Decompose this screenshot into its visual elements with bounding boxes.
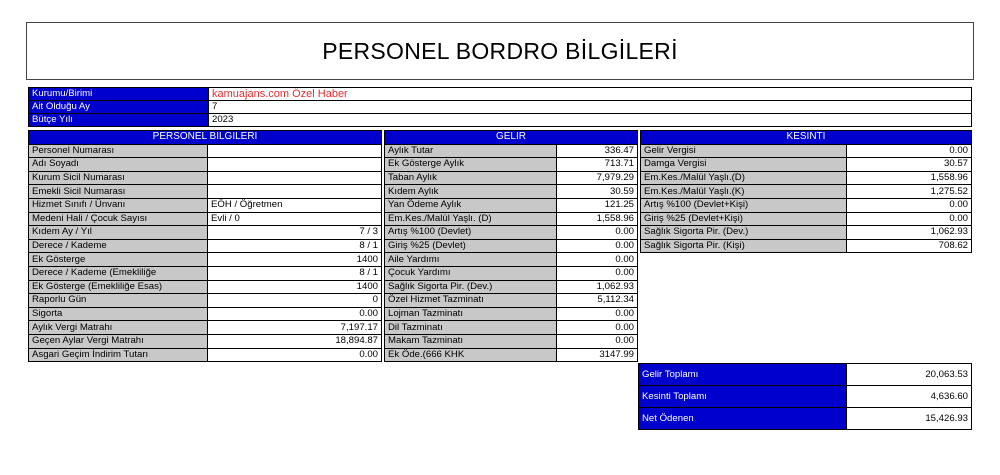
kesinti-row-value: 1,275.52 <box>847 185 972 199</box>
personel-row <box>29 280 382 294</box>
gelir-row-label: Ek Öde.(666 KHK <box>385 348 557 362</box>
personel-row-label: Personel Numarası <box>29 144 208 158</box>
personel-row <box>29 144 382 158</box>
totals-row-value: 15,426.93 <box>847 408 972 430</box>
personel-row-value <box>208 171 382 185</box>
gelir-row-value: 0.00 <box>557 226 638 240</box>
gelir-row-label: Em.Kes./Malül Yaşlı. (D) <box>385 212 557 226</box>
personel-row <box>29 253 382 267</box>
gelir-row <box>385 307 638 321</box>
totals-row-label: Kesinti Toplamı <box>639 386 847 408</box>
kesinti-row <box>641 226 972 240</box>
personel-row-value: 1400 <box>208 253 382 267</box>
personel-row-value: 0.00 <box>208 307 382 321</box>
kesinti-row <box>641 239 972 253</box>
gelir-row-label: Özel Hizmet Tazminatı <box>385 294 557 308</box>
personel-row <box>29 185 382 199</box>
gelir-rows <box>385 144 638 362</box>
gelir-table <box>384 130 638 362</box>
personel-row-value <box>208 158 382 172</box>
page-title: PERSONEL BORDRO BİLGİLERİ <box>322 37 678 64</box>
gelir-row-label: Taban Aylık <box>385 171 557 185</box>
personel-rows <box>29 144 382 362</box>
personel-row <box>29 171 382 185</box>
kesinti-row-label: Artış %100 (Devlet+Kişi) <box>641 198 847 212</box>
gelir-row-value: 121.25 <box>557 198 638 212</box>
personel-row <box>29 294 382 308</box>
personel-row-value: 0.00 <box>208 348 382 362</box>
personel-row-label: Ek Gösterge (Emekliliğe Esas) <box>29 280 208 294</box>
totals-row-label: Net Ödenen <box>639 408 847 430</box>
gelir-row-label: Makam Tazminatı <box>385 334 557 348</box>
personel-row-value: 0 <box>208 294 382 308</box>
gelir-row-value: 30.59 <box>557 185 638 199</box>
info-label: Ait Olduğu Ay <box>29 101 209 114</box>
info-table <box>28 87 972 127</box>
kesinti-rows <box>641 144 972 253</box>
personel-row-label: Aylık Vergi Matrahı <box>29 321 208 335</box>
gelir-row-label: Aylık Tutar <box>385 144 557 158</box>
personel-row-value: 7,197.17 <box>208 321 382 335</box>
info-value: 7 <box>209 101 972 114</box>
personel-row-label: Derece / Kademe (Emekliliğe <box>29 266 208 280</box>
personel-row <box>29 239 382 253</box>
gelir-row-value: 0.00 <box>557 266 638 280</box>
kesinti-row-value: 0.00 <box>847 198 972 212</box>
info-row-ay <box>29 101 972 114</box>
totals-table <box>638 363 972 430</box>
gelir-row-value: 0.00 <box>557 307 638 321</box>
personel-row-label: Derece / Kademe <box>29 239 208 253</box>
personel-row-label: Emekli Sicil Numarası <box>29 185 208 199</box>
personel-row <box>29 348 382 362</box>
personel-row-value: 8 / 1 <box>208 239 382 253</box>
gelir-row <box>385 185 638 199</box>
kesinti-row-label: Em.Kes./Malül Yaşlı.(D) <box>641 171 847 185</box>
personel-row-label: Sigorta <box>29 307 208 321</box>
gelir-row-value: 336.47 <box>557 144 638 158</box>
gelir-row-value: 5,112.34 <box>557 294 638 308</box>
kesinti-row-value: 708.62 <box>847 239 972 253</box>
personel-row-label: Raporlu Gün <box>29 294 208 308</box>
kesinti-row <box>641 144 972 158</box>
gelir-row-label: Lojman Tazminatı <box>385 307 557 321</box>
kesinti-row-label: Em.Kes./Malül Yaşlı.(K) <box>641 185 847 199</box>
totals-row-label: Gelir Toplamı <box>639 364 847 386</box>
gelir-row-value: 1,558.96 <box>557 212 638 226</box>
personel-row-label: Adı Soyadı <box>29 158 208 172</box>
gelir-row-value: 0.00 <box>557 253 638 267</box>
personel-row <box>29 198 382 212</box>
personel-row-value: 18,894.87 <box>208 334 382 348</box>
kesinti-row <box>641 158 972 172</box>
gelir-row-value: 0.00 <box>557 321 638 335</box>
personel-row <box>29 212 382 226</box>
gelir-row-label: Giriş %25 (Devlet) <box>385 239 557 253</box>
gelir-row-value: 1,062.93 <box>557 280 638 294</box>
personel-row-label: Geçen Aylar Vergi Matrahı <box>29 334 208 348</box>
kesinti-row-value: 1,558.96 <box>847 171 972 185</box>
personel-row-label: Ek Gösterge <box>29 253 208 267</box>
info-label: Bütçe Yılı <box>29 114 209 127</box>
info-row-yil <box>29 114 972 127</box>
info-row-kurum <box>29 88 972 101</box>
personel-row-value <box>208 144 382 158</box>
info-value: 2023 <box>209 114 972 127</box>
personel-row-label: Kıdem Ay / Yıl <box>29 226 208 240</box>
info-value: kamuajans.com Özel Haber <box>209 88 972 101</box>
gelir-row <box>385 280 638 294</box>
totals-row <box>639 408 972 430</box>
gelir-row <box>385 253 638 267</box>
personel-row-label: Hizmet Sınıfı / Ünvanı <box>29 198 208 212</box>
totals-row-value: 4,636.60 <box>847 386 972 408</box>
personel-row-label: Medeni Hali / Çocuk Sayısı <box>29 212 208 226</box>
gelir-row-value: 3147.99 <box>557 348 638 362</box>
gelir-row-label: Çocuk Yardımı <box>385 266 557 280</box>
personel-row <box>29 334 382 348</box>
personel-row-value: 8 / 1 <box>208 266 382 280</box>
gelir-row-value: 0.00 <box>557 239 638 253</box>
gelir-section-header: GELİR <box>385 131 638 145</box>
kesinti-row-label: Sağlık Sigorta Pir. (Kişi) <box>641 239 847 253</box>
gelir-row-label: Aile Yardımı <box>385 253 557 267</box>
gelir-row-label: Dil Tazminatı <box>385 321 557 335</box>
kesinti-row-label: Sağlık Sigorta Pir. (Dev.) <box>641 226 847 240</box>
kesinti-table <box>640 130 972 253</box>
kesinti-row <box>641 185 972 199</box>
totals-row <box>639 386 972 408</box>
gelir-row <box>385 144 638 158</box>
personel-row-label: Asgari Geçim İndirim Tutarı <box>29 348 208 362</box>
gelir-row <box>385 294 638 308</box>
personel-row-label: Kurum Sicil Numarası <box>29 171 208 185</box>
kesinti-row <box>641 198 972 212</box>
gelir-row <box>385 348 638 362</box>
personel-row <box>29 266 382 280</box>
personel-row-value: EÖH / Öğretmen <box>208 198 382 212</box>
personel-table <box>28 130 382 362</box>
kesinti-row-value: 30.57 <box>847 158 972 172</box>
personel-section-header: PERSONEL BİLGİLERİ <box>29 131 382 145</box>
personel-row-value: Evli / 0 <box>208 212 382 226</box>
gelir-row <box>385 334 638 348</box>
personel-row <box>29 321 382 335</box>
kesinti-row <box>641 171 972 185</box>
personel-row <box>29 226 382 240</box>
gelir-row-label: Ek Gösterge Aylık <box>385 158 557 172</box>
kesinti-row-label: Damga Vergisi <box>641 158 847 172</box>
totals-rows <box>639 364 972 430</box>
kesinti-row-value: 1,062.93 <box>847 226 972 240</box>
gelir-row <box>385 321 638 335</box>
kesinti-row-value: 0.00 <box>847 212 972 226</box>
personel-row <box>29 307 382 321</box>
gelir-row-value: 713.71 <box>557 158 638 172</box>
title-box <box>26 22 974 80</box>
gelir-row <box>385 158 638 172</box>
gelir-row-value: 7,979.29 <box>557 171 638 185</box>
gelir-row <box>385 266 638 280</box>
gelir-row-label: Artış %100 (Devlet) <box>385 226 557 240</box>
gelir-row <box>385 171 638 185</box>
personel-row-value: 7 / 3 <box>208 226 382 240</box>
personel-row-value <box>208 185 382 199</box>
info-label: Kurumu/Birimi <box>29 88 209 101</box>
kesinti-row-value: 0.00 <box>847 144 972 158</box>
gelir-row <box>385 212 638 226</box>
gelir-row <box>385 239 638 253</box>
totals-row-value: 20,063.53 <box>847 364 972 386</box>
personel-row <box>29 158 382 172</box>
totals-row <box>639 364 972 386</box>
kesinti-row <box>641 212 972 226</box>
gelir-row-label: Kıdem Aylık <box>385 185 557 199</box>
gelir-row <box>385 226 638 240</box>
kesinti-row-label: Gelir Vergisi <box>641 144 847 158</box>
gelir-row-label: Yan Ödeme Aylık <box>385 198 557 212</box>
kesinti-row-label: Giriş %25 (Devlet+Kişi) <box>641 212 847 226</box>
kesinti-section-header: KESİNTİ <box>641 131 972 145</box>
gelir-row-label: Sağlık Sigorta Pir. (Dev.) <box>385 280 557 294</box>
gelir-row <box>385 198 638 212</box>
gelir-row-value: 0.00 <box>557 334 638 348</box>
personel-row-value: 1400 <box>208 280 382 294</box>
